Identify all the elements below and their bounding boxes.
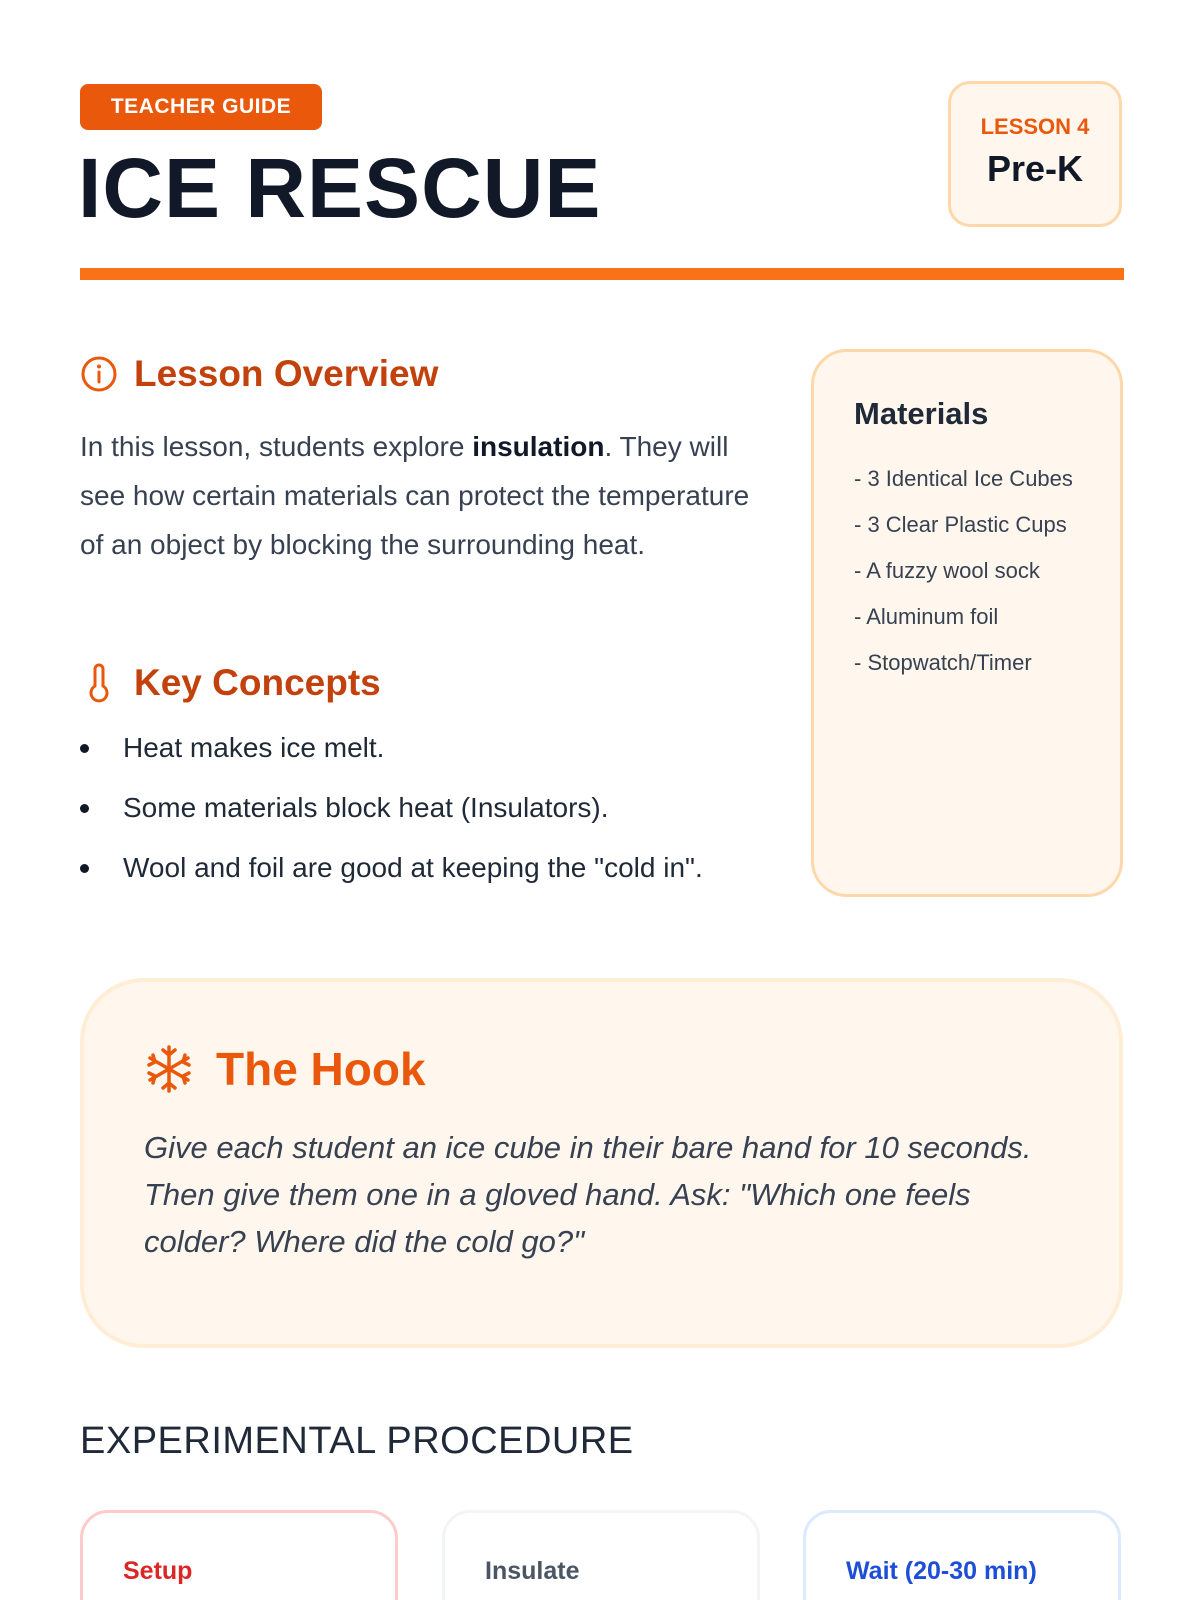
overview-heading-label: Lesson Overview <box>134 353 439 394</box>
header-divider <box>80 268 1124 280</box>
concepts-heading-label: Key Concepts <box>134 662 381 703</box>
overview-keyword: insulation <box>472 431 605 462</box>
material-item: - A fuzzy wool sock <box>854 558 1040 583</box>
concepts-list <box>80 728 703 908</box>
material-item: - Aluminum foil <box>854 604 999 629</box>
hook-panel <box>80 978 1123 1348</box>
page-title: ICE RESCUE <box>78 141 602 235</box>
hook-heading <box>144 1042 426 1096</box>
hook-heading-label: The Hook <box>216 1043 426 1095</box>
materials-heading: Materials <box>854 396 989 431</box>
teacher-guide-badge: TEACHER GUIDE <box>80 84 322 130</box>
material-item: - 3 Identical Ice Cubes <box>854 466 1073 491</box>
concept-item: Heat makes ice melt. <box>80 728 703 788</box>
material-item: - 3 Clear Plastic Cups <box>854 512 1067 537</box>
procedure-step-title: Wait (20-30 min) <box>846 1557 1037 1585</box>
procedure-card-insulate <box>442 1510 760 1600</box>
materials-panel <box>811 349 1123 897</box>
overview-text-start: In this lesson, students explore <box>80 431 473 462</box>
concepts-heading <box>80 662 381 704</box>
overview-text-end: . They will see how certain materials can protect the temperature of an object by blocking the surrounding heat. <box>80 431 750 560</box>
procedure-card-setup <box>80 1510 398 1600</box>
overview-text <box>80 422 760 569</box>
procedure-heading: EXPERIMENTAL PROCEDURE <box>80 1420 634 1462</box>
overview-heading <box>80 353 438 395</box>
concept-item: Some materials block heat (Insulators). <box>80 788 703 848</box>
hook-text: Give each student an ice cube in their bare hand for 10 seconds. Then give them one in a gloved hand. Ask: "Which one feels colder? Where did the cold go?" <box>144 1130 1032 1259</box>
thermometer-icon <box>80 663 118 703</box>
lesson-level-box <box>948 81 1122 227</box>
procedure-step-title: Setup <box>123 1557 193 1585</box>
concept-item: Wool and foil are good at keeping the "cold in". <box>80 848 703 908</box>
material-item: - Stopwatch/Timer <box>854 650 1032 675</box>
info-icon <box>80 355 118 393</box>
snowflake-icon <box>144 1044 194 1094</box>
procedure-step-title: Insulate <box>485 1557 580 1585</box>
materials-list <box>854 462 1080 680</box>
grade-level: Pre-K <box>986 148 1084 189</box>
procedure-card-wait <box>803 1510 1121 1600</box>
lesson-number: LESSON 4 <box>980 114 1090 139</box>
